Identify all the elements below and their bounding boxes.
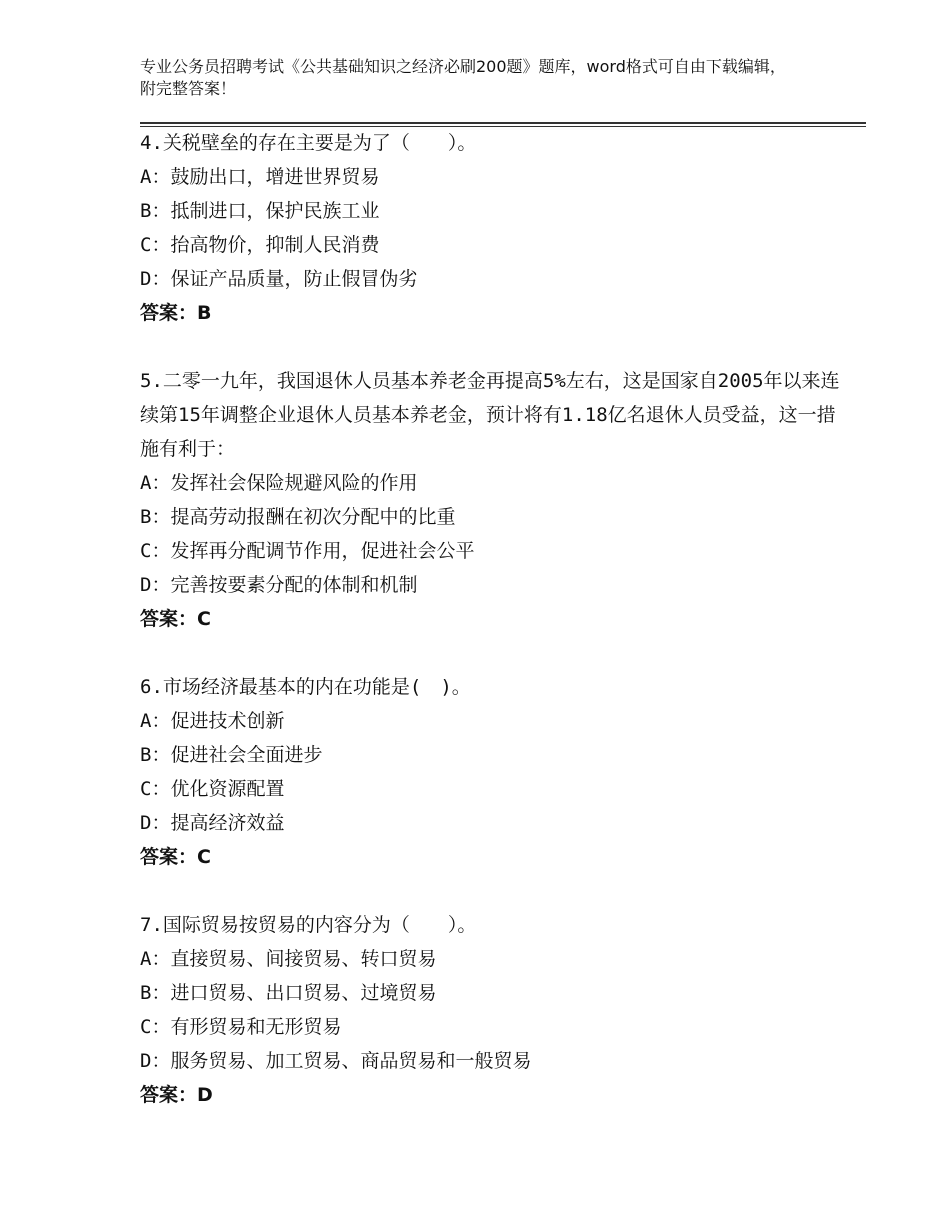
option-d: D：提高经济效益 (140, 812, 285, 834)
option-a: A：促进技术创新 (140, 710, 285, 732)
question-6 (140, 670, 840, 874)
answer-label: 答案：C (140, 846, 211, 868)
question-stem: 4.关税壁垒的存在主要是为了（ ）。 (140, 132, 477, 154)
option-a: A：直接贸易、间接贸易、转口贸易 (140, 948, 437, 970)
option-b: B：进口贸易、出口贸易、过境贸易 (140, 982, 437, 1004)
option-d: D：完善按要素分配的体制和机制 (140, 574, 418, 596)
option-d: D：保证产品质量，防止假冒伪劣 (140, 268, 418, 290)
answer-label: 答案：C (140, 608, 211, 630)
option-b: B：抵制进口，保护民族工业 (140, 200, 380, 222)
option-c: C：发挥再分配调节作用，促进社会公平 (140, 540, 475, 562)
document-header: 专业公务员招聘考试《公共基础知识之经济必刷200题》题库，word格式可自由下载编辑，附完整答案！ (140, 57, 786, 98)
answer-label: 答案：D (140, 1084, 213, 1106)
option-a: A：发挥社会保险规避风险的作用 (140, 472, 418, 494)
option-b: B：提高劳动报酬在初次分配中的比重 (140, 506, 456, 528)
question-4 (140, 126, 840, 330)
option-c: C：优化资源配置 (140, 778, 285, 800)
question-7 (140, 908, 840, 1112)
question-5 (140, 364, 840, 636)
header-divider-thick (140, 122, 866, 124)
option-c: C：抬高物价，抑制人民消费 (140, 234, 380, 256)
question-stem: 7.国际贸易按贸易的内容分为（ ）。 (140, 914, 477, 936)
question-stem: 5.二零一九年，我国退休人员基本养老金再提高5%左右，这是国家自2005年以来连续第15年调整企业退休人员基本养老金，预计将有1.18亿名退休人员受益，这一措施有利于： (140, 370, 840, 460)
option-d: D：服务贸易、加工贸易、商品贸易和一般贸易 (140, 1050, 532, 1072)
question-stem: 6.市场经济最基本的内在功能是( )。 (140, 676, 471, 698)
option-b: B：促进社会全面进步 (140, 744, 323, 766)
answer-label: 答案：B (140, 302, 212, 324)
question-list (140, 126, 840, 1146)
option-a: A：鼓励出口，增进世界贸易 (140, 166, 380, 188)
option-c: C：有形贸易和无形贸易 (140, 1016, 342, 1038)
